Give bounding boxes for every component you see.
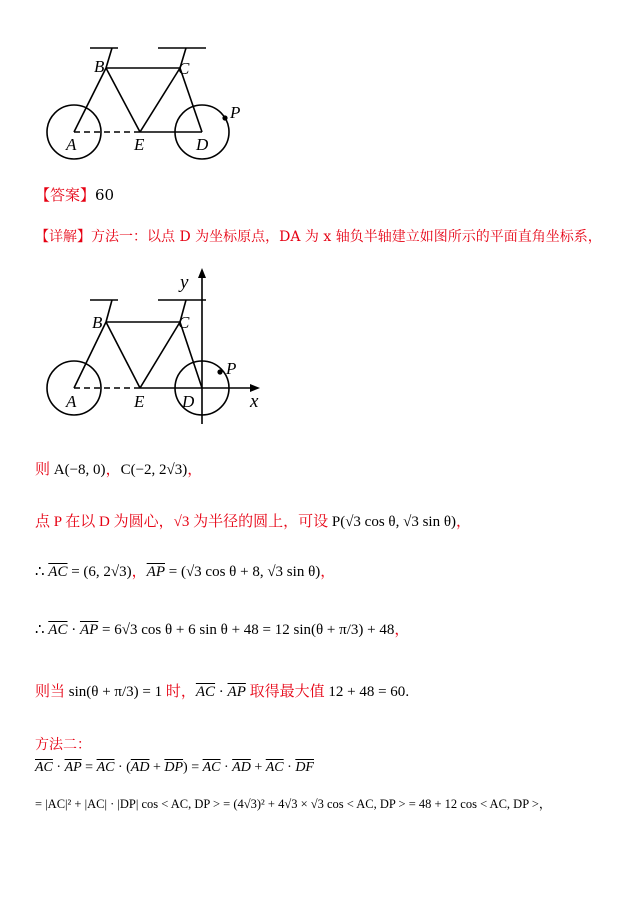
bicycle-figure-1 — [40, 40, 300, 205]
label-y: y — [180, 272, 189, 293]
label-b: B — [92, 313, 103, 332]
solution-line-5: 则当 sin(θ + π/3) = 1 时，$\overline{AC} \cdot \overline{AP}$ 取得最大值 12 + 48 = 60. — [35, 684, 410, 700]
label-d: D — [182, 392, 195, 411]
detail-line — [35, 226, 602, 246]
solution-line-3: ∴ $\overline{AC} = (6$, 2√3)，$\overline{AP} = (√3$ cos θ + 8, √3 sin θ)， — [35, 564, 336, 580]
label-d: D — [196, 135, 209, 154]
label-c: C — [178, 313, 190, 332]
answer-line — [35, 184, 114, 205]
method2-eq2: = |AC|² + |AC| · |DP| cos < AC, DP > = (4√3)² + 4√3 × √3 cos < AC, DP > = 48 + 12 cos < AC, DP >， — [35, 797, 552, 811]
solution-line-1: 则 A(−8, 0)，C(−2, 2√3)， — [35, 462, 203, 478]
label-b: B — [94, 57, 105, 76]
label-a: A — [66, 392, 77, 411]
solution-line-4: ∴ $\overline{AC} \cdot \overline{AP} = 6√3$ cos θ + 6 sin θ + 48 = 12 sin(θ + π/3) + 48， — [35, 622, 410, 638]
solution-line-2: 点 P 在以 D 为圆心，√3 为半径的圆上，可设 P(√3 cos θ, √3 sin θ)， — [35, 514, 472, 530]
label-e: E — [134, 135, 145, 154]
detail-tag: 【详解】 — [35, 229, 91, 245]
label-p: P — [230, 103, 241, 122]
answer-value: 60 — [95, 186, 115, 204]
bicycle-figure-2 — [40, 262, 300, 432]
detail-text: 方法一：以点 D 为坐标原点，DA 为 x 轴负半轴建立如图所示的平面直角坐标系， — [91, 229, 602, 245]
label-c: C — [178, 59, 190, 78]
label-e: E — [134, 392, 145, 411]
method2-eq1: $\overline{AC} \cdot \overline{AP} = \overline{AC} \cdot (\overline{AD} + \overline{DP}) = \overline{AC} \cdot \overline{AD} + \overline{AC} \cdot \overline{DF}$ — [35, 760, 314, 775]
label-p: P — [226, 359, 237, 378]
label-a: A — [66, 135, 77, 154]
answer-tag: 【答案】 — [35, 186, 96, 204]
label-x: x — [250, 391, 259, 412]
method2-title: 方法二： — [35, 737, 91, 753]
